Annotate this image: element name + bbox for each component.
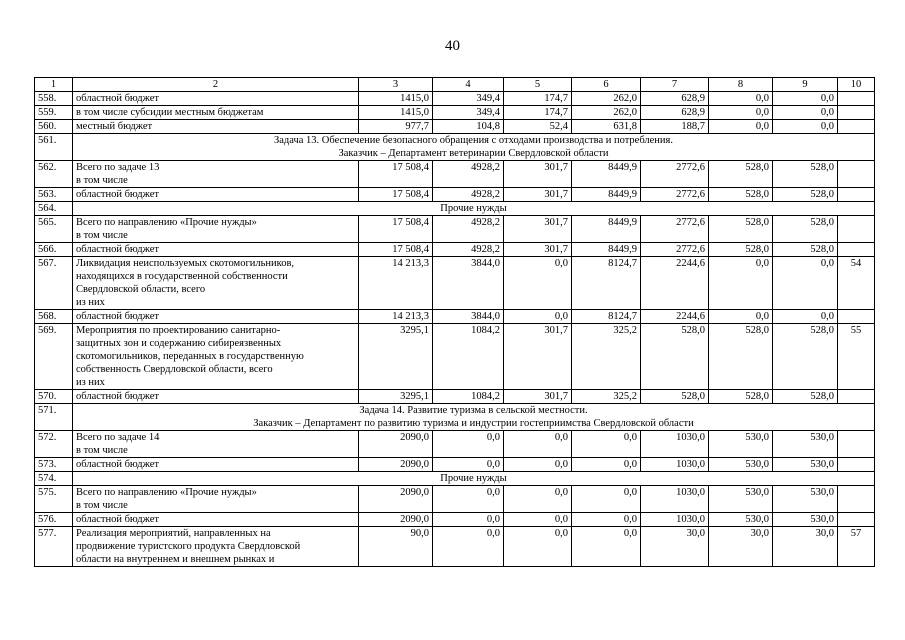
column-number: 5 [504, 78, 572, 92]
value-cell: 528,0 [641, 324, 709, 390]
section-title-line: Заказчик – Департамент по развитию туризма и индустрии гостеприимства Свердловской области [253, 418, 694, 429]
section-title-line: Заказчик – Департамент ветеринарии Свердловской области [338, 148, 609, 159]
page-number: 40 [445, 38, 460, 54]
value-cell: 0,0 [504, 527, 572, 567]
row-name [73, 257, 359, 310]
value-cell: 4928,2 [433, 161, 504, 188]
ref-cell: 55 [838, 324, 875, 390]
value-cell: 2090,0 [359, 486, 433, 513]
row-name [73, 120, 359, 134]
row-name [73, 243, 359, 257]
value-cell: 8124,7 [572, 257, 641, 310]
row-name [73, 216, 359, 243]
value-cell: 17 508,4 [359, 243, 433, 257]
ref-cell [838, 458, 875, 472]
row-number: 561. [35, 134, 73, 161]
value-cell: 528,0 [773, 324, 838, 390]
table-body [35, 78, 875, 567]
row-number: 558. [35, 92, 73, 106]
value-cell: 0,0 [773, 106, 838, 120]
table-row [35, 120, 875, 134]
value-cell: 30,0 [709, 527, 773, 567]
value-cell: 0,0 [709, 310, 773, 324]
table-row [35, 390, 875, 404]
table-row [35, 458, 875, 472]
table-row [35, 257, 875, 310]
value-cell: 2244,6 [641, 310, 709, 324]
value-cell: 301,7 [504, 216, 572, 243]
table-row [35, 106, 875, 120]
value-cell: 530,0 [773, 486, 838, 513]
section-row [35, 472, 875, 486]
table-row [35, 92, 875, 106]
value-cell: 4928,2 [433, 243, 504, 257]
value-cell: 0,0 [433, 486, 504, 513]
row-name-line: областной бюджет [76, 514, 159, 525]
section-row [35, 134, 875, 161]
row-name-line: в том числе [76, 445, 128, 456]
row-number: 576. [35, 513, 73, 527]
value-cell: 349,4 [433, 106, 504, 120]
value-cell: 188,7 [641, 120, 709, 134]
value-cell: 528,0 [773, 161, 838, 188]
row-number: 559. [35, 106, 73, 120]
value-cell: 262,0 [572, 106, 641, 120]
value-cell: 3295,1 [359, 324, 433, 390]
ref-cell [838, 216, 875, 243]
table-row [35, 161, 875, 188]
table-row [35, 243, 875, 257]
value-cell: 530,0 [709, 486, 773, 513]
row-number: 571. [35, 404, 73, 431]
value-cell: 628,9 [641, 106, 709, 120]
ref-cell [838, 161, 875, 188]
value-cell: 8449,9 [572, 161, 641, 188]
value-cell: 3295,1 [359, 390, 433, 404]
value-cell: 262,0 [572, 92, 641, 106]
section-row [35, 202, 875, 216]
column-number: 4 [433, 78, 504, 92]
value-cell: 0,0 [709, 106, 773, 120]
value-cell: 0,0 [504, 513, 572, 527]
ref-cell [838, 92, 875, 106]
value-cell: 0,0 [773, 92, 838, 106]
value-cell: 0,0 [773, 257, 838, 310]
ref-cell [838, 106, 875, 120]
row-name-line: в том числе [76, 230, 128, 241]
value-cell: 301,7 [504, 188, 572, 202]
row-name [73, 310, 359, 324]
value-cell: 174,7 [504, 106, 572, 120]
row-name-line: находящихся в государственной собственности [76, 271, 288, 282]
table-row [35, 310, 875, 324]
table-row [35, 216, 875, 243]
ref-cell [838, 120, 875, 134]
row-name-line: области на внутреннем и внешнем рынках и [76, 554, 275, 565]
column-number: 1 [35, 78, 73, 92]
value-cell: 0,0 [572, 513, 641, 527]
row-name-line: Всего по направлению «Прочие нужды» [76, 487, 257, 498]
value-cell: 17 508,4 [359, 161, 433, 188]
row-number: 560. [35, 120, 73, 134]
row-name-line: из них [76, 377, 105, 388]
value-cell: 0,0 [709, 257, 773, 310]
row-name [73, 324, 359, 390]
row-name-line: в том числе субсидии местным бюджетам [76, 107, 264, 118]
row-name [73, 106, 359, 120]
value-cell: 1084,2 [433, 390, 504, 404]
row-name [73, 390, 359, 404]
value-cell: 528,0 [709, 390, 773, 404]
value-cell: 8124,7 [572, 310, 641, 324]
value-cell: 2772,6 [641, 243, 709, 257]
value-cell: 528,0 [773, 390, 838, 404]
value-cell: 1030,0 [641, 513, 709, 527]
value-cell: 1415,0 [359, 92, 433, 106]
value-cell: 14 213,3 [359, 257, 433, 310]
ref-cell [838, 486, 875, 513]
row-name-line: Всего по направлению «Прочие нужды» [76, 217, 257, 228]
ref-cell: 57 [838, 527, 875, 567]
row-name [73, 92, 359, 106]
row-name [73, 513, 359, 527]
table-row [35, 324, 875, 390]
value-cell: 0,0 [504, 310, 572, 324]
row-name-line: продвижение туристского продукта Свердловской [76, 541, 301, 552]
row-number: 565. [35, 216, 73, 243]
value-cell: 528,0 [709, 324, 773, 390]
value-cell: 1030,0 [641, 486, 709, 513]
value-cell: 325,2 [572, 324, 641, 390]
section-title-line: Задача 13. Обеспечение безопасного обращения с отходами производства и потребления. [273, 135, 674, 146]
row-name-line: областной бюджет [76, 189, 159, 200]
column-number: 6 [572, 78, 641, 92]
column-number: 9 [773, 78, 838, 92]
value-cell: 4928,2 [433, 216, 504, 243]
row-number: 575. [35, 486, 73, 513]
value-cell: 0,0 [504, 257, 572, 310]
value-cell: 52,4 [504, 120, 572, 134]
value-cell: 301,7 [504, 324, 572, 390]
value-cell: 17 508,4 [359, 216, 433, 243]
value-cell: 301,7 [504, 161, 572, 188]
row-name [73, 161, 359, 188]
value-cell: 0,0 [433, 527, 504, 567]
ref-cell [838, 431, 875, 458]
value-cell: 2090,0 [359, 513, 433, 527]
value-cell: 174,7 [504, 92, 572, 106]
value-cell: 528,0 [709, 243, 773, 257]
value-cell: 3844,0 [433, 257, 504, 310]
row-number: 564. [35, 202, 73, 216]
row-name-line: областной бюджет [76, 93, 159, 104]
value-cell: 2244,6 [641, 257, 709, 310]
row-number: 568. [35, 310, 73, 324]
value-cell: 0,0 [572, 486, 641, 513]
column-number: 10 [838, 78, 875, 92]
value-cell: 528,0 [709, 161, 773, 188]
row-name-line: из них [76, 297, 105, 308]
row-number: 577. [35, 527, 73, 567]
row-name [73, 527, 359, 567]
value-cell: 1030,0 [641, 458, 709, 472]
row-name [73, 431, 359, 458]
row-name-line: в том числе [76, 500, 128, 511]
value-cell: 0,0 [572, 458, 641, 472]
ref-cell [838, 513, 875, 527]
value-cell: 530,0 [709, 458, 773, 472]
value-cell: 0,0 [504, 458, 572, 472]
value-cell: 530,0 [773, 458, 838, 472]
section-title [73, 472, 875, 486]
ref-cell: 54 [838, 257, 875, 310]
table-row [35, 527, 875, 567]
value-cell: 530,0 [709, 431, 773, 458]
value-cell: 301,7 [504, 390, 572, 404]
value-cell: 977,7 [359, 120, 433, 134]
value-cell: 530,0 [709, 513, 773, 527]
row-number: 562. [35, 161, 73, 188]
row-name-line: Реализация мероприятий, направленных на [76, 528, 271, 539]
ref-cell [838, 310, 875, 324]
value-cell: 30,0 [773, 527, 838, 567]
value-cell: 349,4 [433, 92, 504, 106]
value-cell: 0,0 [773, 310, 838, 324]
value-cell: 0,0 [709, 120, 773, 134]
value-cell: 530,0 [773, 513, 838, 527]
budget-table [34, 77, 875, 567]
value-cell: 8449,9 [572, 243, 641, 257]
column-number: 2 [73, 78, 359, 92]
value-cell: 4928,2 [433, 188, 504, 202]
column-number: 3 [359, 78, 433, 92]
table-row [35, 513, 875, 527]
value-cell: 528,0 [773, 188, 838, 202]
section-title [73, 134, 875, 161]
table-row [35, 486, 875, 513]
section-title-line: Прочие нужды [440, 203, 507, 214]
value-cell: 14 213,3 [359, 310, 433, 324]
value-cell: 104,8 [433, 120, 504, 134]
row-name-line: в том числе [76, 175, 128, 186]
row-name-line: собственность Свердловской области, всего [76, 364, 273, 375]
section-title-line: Прочие нужды [440, 473, 507, 484]
value-cell: 0,0 [572, 527, 641, 567]
value-cell: 2772,6 [641, 188, 709, 202]
value-cell: 325,2 [572, 390, 641, 404]
value-cell: 2772,6 [641, 216, 709, 243]
value-cell: 628,9 [641, 92, 709, 106]
value-cell: 530,0 [773, 431, 838, 458]
row-number: 573. [35, 458, 73, 472]
table-row [35, 188, 875, 202]
row-name-line: Ликвидация неиспользуемых скотомогильников, [76, 258, 295, 269]
value-cell: 0,0 [773, 120, 838, 134]
value-cell: 2772,6 [641, 161, 709, 188]
value-cell: 528,0 [709, 188, 773, 202]
row-number: 572. [35, 431, 73, 458]
row-name-line: областной бюджет [76, 244, 159, 255]
row-name-line: защитных зон и содержанию сибиреязвенных [76, 338, 282, 349]
row-name-line: Всего по задаче 14 [76, 432, 160, 443]
column-number: 7 [641, 78, 709, 92]
table-row [35, 431, 875, 458]
row-name-line: областной бюджет [76, 311, 159, 322]
row-name-line: Свердловской области, всего [76, 284, 206, 295]
row-number: 570. [35, 390, 73, 404]
value-cell: 528,0 [641, 390, 709, 404]
ref-cell [838, 243, 875, 257]
section-title [73, 202, 875, 216]
row-number: 566. [35, 243, 73, 257]
value-cell: 0,0 [504, 486, 572, 513]
ref-cell [838, 390, 875, 404]
value-cell: 528,0 [709, 216, 773, 243]
row-name [73, 486, 359, 513]
value-cell: 0,0 [572, 431, 641, 458]
section-row [35, 404, 875, 431]
value-cell: 1030,0 [641, 431, 709, 458]
value-cell: 1084,2 [433, 324, 504, 390]
section-title-line: Задача 14. Развитие туризма в сельской местности. [359, 405, 588, 416]
row-name-line: местный бюджет [76, 121, 153, 132]
value-cell: 0,0 [433, 513, 504, 527]
row-name [73, 458, 359, 472]
value-cell: 0,0 [709, 92, 773, 106]
row-number: 563. [35, 188, 73, 202]
value-cell: 2090,0 [359, 431, 433, 458]
value-cell: 90,0 [359, 527, 433, 567]
row-number: 569. [35, 324, 73, 390]
value-cell: 17 508,4 [359, 188, 433, 202]
value-cell: 2090,0 [359, 458, 433, 472]
value-cell: 1415,0 [359, 106, 433, 120]
value-cell: 3844,0 [433, 310, 504, 324]
row-name-line: Всего по задаче 13 [76, 162, 160, 173]
value-cell: 0,0 [433, 431, 504, 458]
value-cell: 30,0 [641, 527, 709, 567]
column-number: 8 [709, 78, 773, 92]
value-cell: 528,0 [773, 243, 838, 257]
value-cell: 631,8 [572, 120, 641, 134]
row-name-line: областной бюджет [76, 459, 159, 470]
row-name-line: скотомогильников, переданных в государственную [76, 351, 304, 362]
row-name-line: областной бюджет [76, 391, 159, 402]
row-name-line: Мероприятия по проектированию санитарно- [76, 325, 281, 336]
ref-cell [838, 188, 875, 202]
row-name [73, 188, 359, 202]
value-cell: 8449,9 [572, 216, 641, 243]
value-cell: 0,0 [504, 431, 572, 458]
value-cell: 528,0 [773, 216, 838, 243]
value-cell: 8449,9 [572, 188, 641, 202]
section-title [73, 404, 875, 431]
value-cell: 301,7 [504, 243, 572, 257]
column-number-row [35, 78, 875, 92]
row-number: 567. [35, 257, 73, 310]
value-cell: 0,0 [433, 458, 504, 472]
row-number: 574. [35, 472, 73, 486]
